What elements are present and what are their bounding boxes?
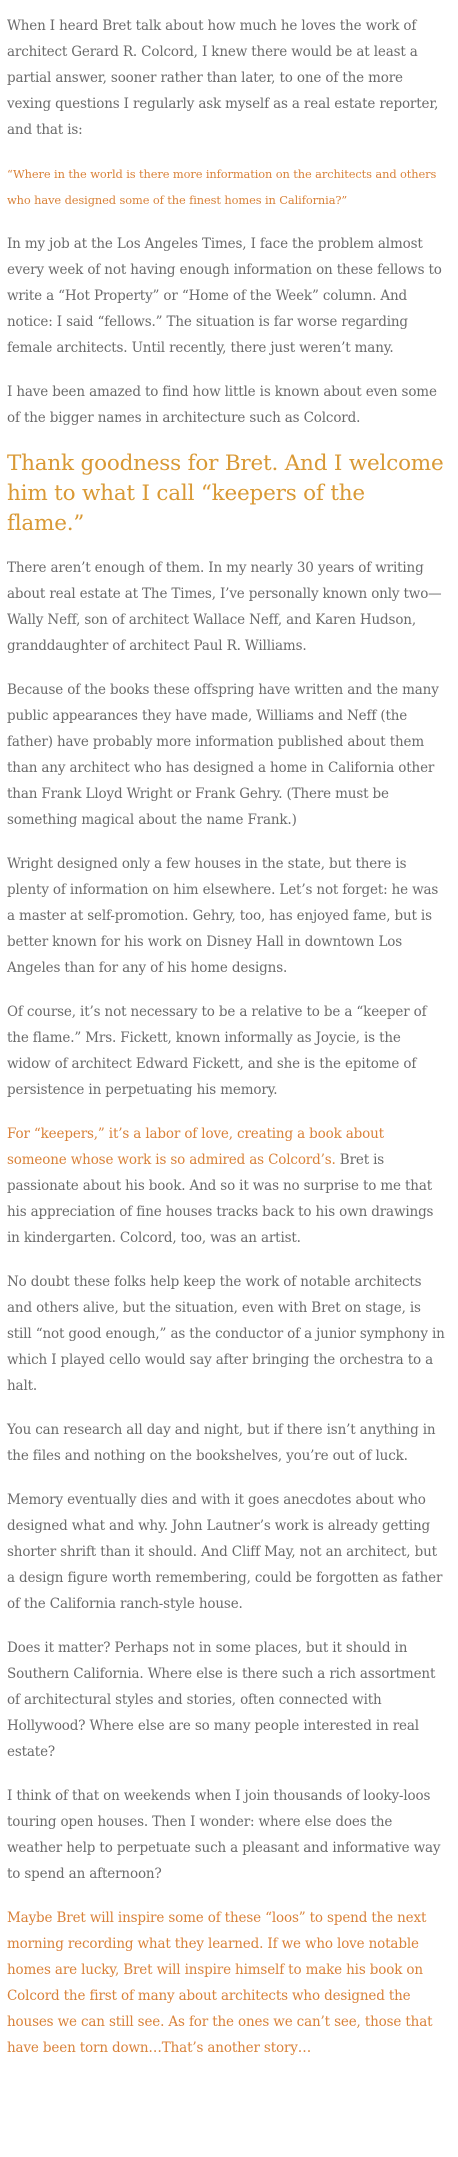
paragraph-weekends: I think of that on weekends when I join thousands of looky-loos touring open houses. Then I wonder: where else does the weather help to perpetuate such a pleasant and informative way to spend an afternoon?	[7, 1788, 441, 1882]
paragraph-williams-neff: Because of the books these offspring have written and the many public appearances they have made, Williams and Neff (the father) have probably more information published about them than any architect who has designed a home in California other than Frank Lloyd Wright or Frank Gehry. (There must be something magical about the name Frank.)	[7, 682, 439, 828]
paragraph-labor-of-love	[7, 1121, 446, 1251]
paragraph-intro: When I heard Bret talk about how much he loves the work of architect Gerard R. Colcord, I knew there would be at least a partial answer, sooner rather than later, to one of the more vexing questions I regularly ask myself as a real estate reporter, and that is:	[7, 18, 439, 138]
paragraph-memory: Memory eventually dies and with it goes anecdotes about who designed what and why. John Lautner’s work is already getting shorter shrift than it should. And Cliff May, not an architect, but a design figure worth remembering, could be forgotten as father of the California ranch-style house.	[7, 1492, 443, 1612]
pull-quote: Thank goodness for Bret. And I welcome him to what I call “keepers of the flame.”	[7, 451, 444, 536]
paragraph-keepers: There aren’t enough of them. In my nearly 30 years of writing about real estate at The Times, I’ve personally known only two—Wally Neff, son of architect Wallace Neff, and Karen Hudson, granddaughter of architect Paul R. Williams.	[7, 560, 442, 654]
paragraph-closing: Maybe Bret will inspire some of these “loos” to spend the next morning recording what they learned. If we who love notable homes are lucky, Bret will inspire himself to make his book on Colcord the first of many about architects who designed the houses we can still see. As for the ones we can’t see, those that have been torn down…That’s another story…	[7, 1910, 433, 2056]
highlighted-sentence: For “keepers,” it’s a labor of love, creating a book about someone whose work is so admired as Colcord’s.	[7, 1126, 384, 1168]
paragraph-wright-gehry: Wright designed only a few houses in the state, but there is plenty of information on him elsewhere. Let’s not forget: he was a master at self-promotion. Gehry, too, has enjoyed fame, but is better known for his work on Disney Hall in downtown Los Angeles than for any of his home designs.	[7, 856, 439, 976]
highlighted-question: “Where in the world is there more information on the architects and others who have designed some of the finest homes in California?”	[7, 167, 437, 207]
paragraph-does-it-matter: Does it matter? Perhaps not in some places, but it should in Southern California. Where else is there such a rich assortment of architectural styles and stories, often connected with Hollywood? Where else are so many people interested in real estate?	[7, 1640, 436, 1760]
paragraph-research: You can research all day and night, but if there isn’t anything in the files and nothing on the bookshelves, you’re out of luck.	[7, 1422, 436, 1464]
paragraph-la-times: In my job at the Los Angeles Times, I face the problem almost every week of not having enough information on these fellows to write a “Hot Property” or “Home of the Week” column. And notice: I said “fellows.” The situation is far worse regarding female architects. Until recently, there just weren’t many.	[7, 236, 442, 356]
paragraph-fickett: Of course, it’s not necessary to be a relative to be a “keeper of the flame.” Mrs. Fickett, known informally as Joycie, is the widow of architect Edward Fickett, and she is the epitome of persistence in perpetuating his memory.	[7, 1004, 427, 1098]
paragraph-not-good-enough: No doubt these folks help keep the work of notable architects and others alive, but the situation, even with Bret on stage, is still “not good enough,” as the conductor of a junior symphony in which I played cello would say after bringing the orchestra to a halt.	[7, 1274, 445, 1394]
paragraph-labor-of-love-rest: Bret is passionate about his book. And so it was no surprise to me that his appreciation of fine houses tracks back to his own drawings in kindergarten. Colcord, too, was an artist.	[7, 1152, 434, 1246]
paragraph-colcord: I have been amazed to find how little is known about even some of the bigger names in architecture such as Colcord.	[7, 384, 437, 426]
